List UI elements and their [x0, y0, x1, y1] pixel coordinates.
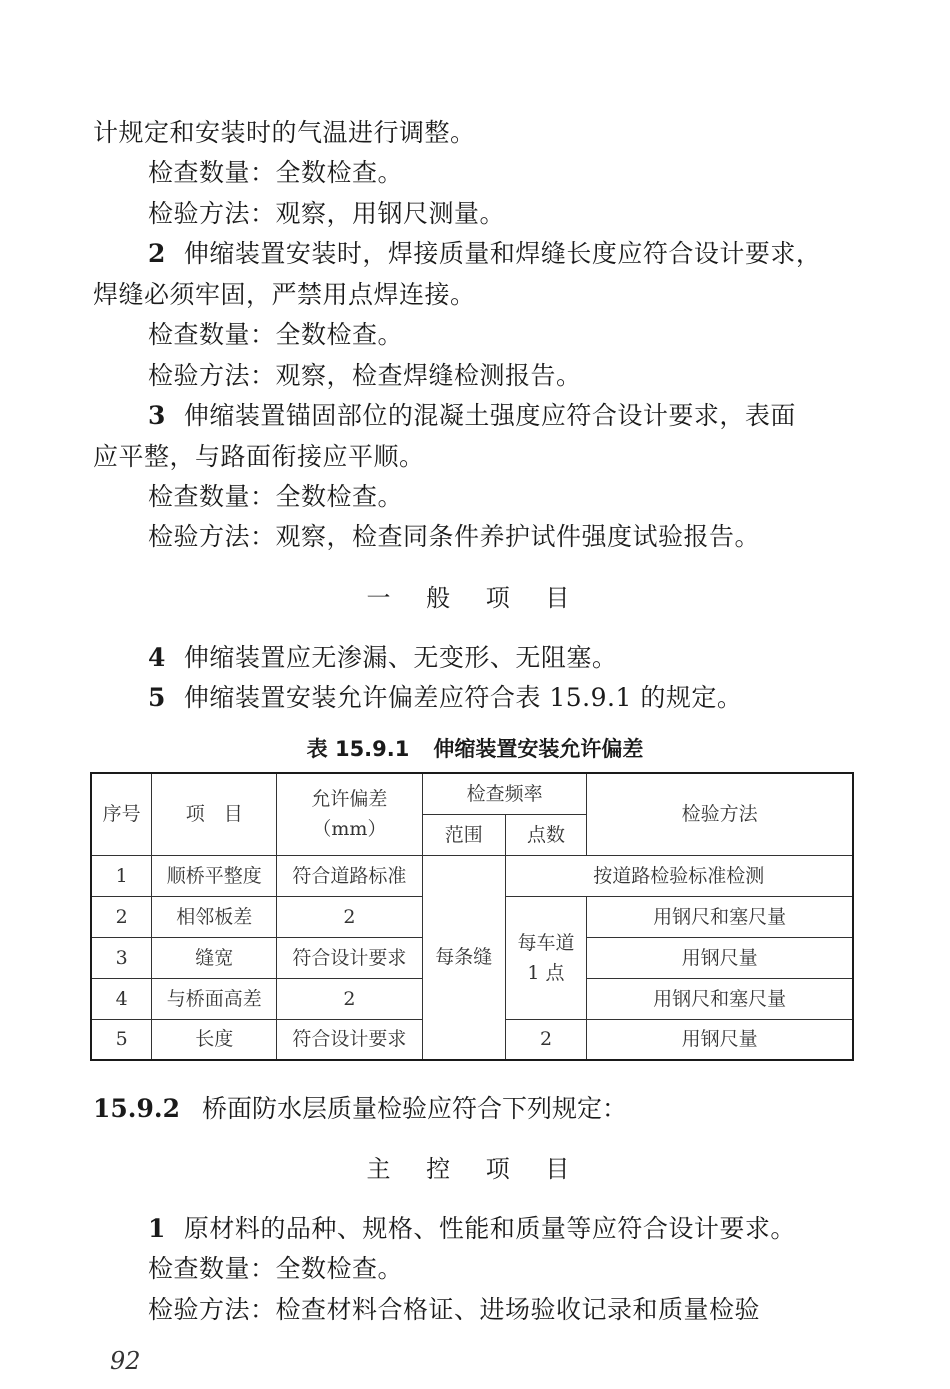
header-tolerance: [277, 773, 423, 855]
cell-tolerance: 符合道路标准: [277, 855, 423, 896]
cell-seq: 2: [91, 896, 152, 937]
item-number: 1: [148, 1214, 166, 1243]
section-title-text: 桥面防水层质量检验应符合下列规定：: [202, 1094, 628, 1123]
paragraph-line: 4 伸缩装置应无渗漏、无变形、无阻塞。: [148, 643, 618, 672]
header-tolerance-label: 允许偏差: [311, 788, 388, 811]
cell-seq: 1: [91, 855, 152, 896]
paragraph-line: 计规定和安装时的气温进行调整。: [93, 118, 476, 147]
points-merged-line1: 每车道: [517, 931, 575, 954]
section-heading-main-control: 主 控 项 目: [366, 1155, 584, 1183]
cell-method: 用钢尺和塞尺量: [587, 978, 853, 1019]
paragraph-line: 3 伸缩装置锚固部位的混凝土强度应符合设计要求，表面: [148, 401, 796, 430]
cell-method: 用钢尺和塞尺量: [587, 896, 853, 937]
item-number: 2: [148, 239, 166, 268]
paragraph-line: 检查数量：全数检查。: [148, 158, 404, 187]
table-caption-label: 表 15.9.1: [306, 737, 410, 761]
paragraph-line: 1 原材料的品种、规格、性能和质量等应符合设计要求。: [148, 1214, 796, 1243]
cell-item: 顺桥平整度: [152, 855, 277, 896]
cell-tolerance: 符合设计要求: [277, 937, 423, 978]
table-row: [91, 855, 853, 896]
table-caption: [0, 734, 950, 764]
paragraph-line: 焊缝必须牢固，严禁用点焊连接。: [93, 280, 476, 309]
cell-tolerance: 2: [277, 978, 423, 1019]
cell-points: 2: [505, 1019, 587, 1060]
table-caption-title: 伸缩装置安装允许偏差: [433, 737, 644, 761]
section-title: [93, 1093, 627, 1125]
header-method: 检验方法: [587, 773, 853, 855]
cell-seq: 5: [91, 1019, 152, 1060]
header-scope: 范围: [422, 814, 505, 855]
item-number: 3: [148, 401, 166, 430]
paragraph-line: 检验方法：观察，用钢尺测量。: [148, 199, 506, 228]
deviation-table: [90, 772, 854, 1061]
cell-seq: 3: [91, 937, 152, 978]
paragraph-line: 检查数量：全数检查。: [148, 482, 404, 511]
header-tolerance-unit: （mm）: [312, 818, 387, 841]
item-number: 4: [148, 643, 166, 672]
paragraph-line: 5 伸缩装置安装允许偏差应符合表 15.9.1 的规定。: [148, 683, 743, 712]
paragraph-line: 2 伸缩装置安装时，焊接质量和焊缝长度应符合设计要求，: [148, 239, 822, 268]
item-number: 5: [148, 683, 166, 712]
paragraph-line: 检验方法：检查材料合格证、进场验收记录和质量检验: [148, 1295, 761, 1324]
cell-scope-merged: 每条缝: [422, 855, 505, 1060]
cell-item: 相邻板差: [152, 896, 277, 937]
cell-method: 按道路检验标准检测: [505, 855, 853, 896]
paragraph-line: 检验方法：观察，检查焊缝检测报告。: [148, 361, 582, 390]
paragraph-line: 检查数量：全数检查。: [148, 320, 404, 349]
section-number: 15.9.2: [93, 1094, 180, 1123]
header-seq: 序号: [91, 773, 152, 855]
paragraph-line: 检查数量：全数检查。: [148, 1254, 404, 1283]
section-heading-general: 一 般 项 目: [366, 584, 584, 612]
paragraph-line: 检验方法：观察，检查同条件养护试件强度试验报告。: [148, 522, 761, 551]
cell-item: 与桥面高差: [152, 978, 277, 1019]
header-item: 项 目: [152, 773, 277, 855]
header-frequency: 检查频率: [422, 773, 587, 814]
cell-points-merged: [505, 896, 587, 1019]
page-number: 92: [110, 1347, 141, 1375]
cell-item: 缝宽: [152, 937, 277, 978]
cell-method: 用钢尺量: [587, 1019, 853, 1060]
cell-item: 长度: [152, 1019, 277, 1060]
points-merged-line2: 1 点: [527, 961, 565, 984]
cell-method: 用钢尺量: [587, 937, 853, 978]
cell-seq: 4: [91, 978, 152, 1019]
header-points: 点数: [505, 814, 587, 855]
cell-tolerance: 符合设计要求: [277, 1019, 423, 1060]
paragraph-line: 应平整，与路面衔接应平顺。: [93, 442, 425, 471]
cell-tolerance: 2: [277, 896, 423, 937]
